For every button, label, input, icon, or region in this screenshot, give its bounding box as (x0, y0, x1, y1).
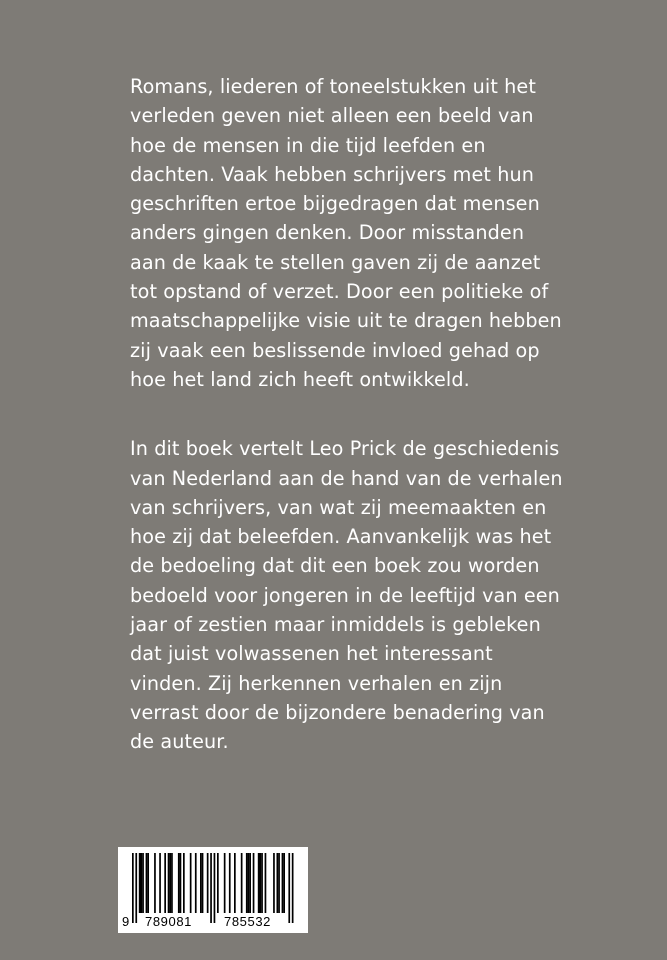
barcode-bar (217, 853, 219, 913)
barcode-bar (142, 853, 144, 913)
barcode-bar (178, 853, 180, 913)
barcode-bar (147, 853, 149, 913)
barcode-bar (168, 853, 170, 913)
text-line: hoe het land zich heeft ontwikkeld. (130, 367, 470, 391)
barcode-bar (278, 853, 280, 913)
barcode-bar (169, 853, 171, 913)
barcode-bar (207, 853, 209, 913)
barcode-bar (171, 853, 173, 913)
text-line: de bedoeling dat dit een boek zou worden (130, 554, 540, 578)
text-line: zij vaak een beslissende invloed gehad op (130, 338, 540, 362)
barcode-bar (183, 853, 185, 913)
barcode-left-digits: 789081 (145, 914, 192, 929)
barcode-bar (141, 853, 143, 913)
barcode-bar (273, 853, 275, 913)
barcode-bar (234, 853, 236, 913)
barcode-bar (246, 853, 248, 913)
isbn-barcode (118, 847, 308, 933)
barcode-bar (253, 853, 255, 913)
blurb-paragraph-2 (130, 434, 630, 756)
barcode-bar (229, 853, 231, 913)
text-line: bedoeld voor jongeren in de leeftijd van een (130, 583, 560, 607)
barcode-bar (202, 853, 204, 913)
barcode-bar (258, 853, 260, 913)
barcode-bar (260, 853, 262, 913)
text-line: anders gingen denken. Door misstanden (130, 221, 525, 245)
barcode-bar (261, 853, 263, 913)
barcode-bar (180, 853, 182, 913)
barcode-bar (248, 853, 250, 913)
text-line: hoe de mensen in die tijd leefden en (130, 133, 486, 157)
text-line: maatschappelijke visie uit te dragen hebben (130, 309, 562, 333)
barcode-right-digits: 785532 (224, 914, 271, 929)
blurb-text (130, 72, 630, 757)
text-line: dat juist volwassenen het interessant (130, 642, 493, 666)
text-line: van Nederland aan de hand van de verhalen (130, 466, 563, 490)
barcode-bar (200, 853, 202, 913)
barcode-bar (282, 853, 284, 913)
text-line: vinden. Zij herkennen verhalen en zijn (130, 671, 503, 695)
text-line: van schrijvers, van wat zij meemaakten en (130, 495, 547, 519)
barcode-bar (159, 853, 161, 913)
barcode-bar (249, 853, 251, 913)
text-line: geschriften ertoe bijgedragen dat mensen (130, 192, 540, 216)
barcode-bar (164, 853, 166, 913)
text-line: de auteur. (130, 730, 229, 754)
text-line: jaar of zestien maar inmiddels is gebleken (130, 613, 541, 637)
barcode-bar (241, 853, 243, 913)
text-line: dachten. Vaak hebben schrijvers met hun (130, 162, 534, 186)
barcode-bar (190, 853, 192, 913)
barcode-bar (277, 853, 279, 913)
text-line: In dit boek vertelt Leo Prick de geschiedenis (130, 437, 560, 461)
text-line: Romans, liederen of toneelstukken uit het (130, 75, 536, 98)
barcode-bar (154, 853, 156, 913)
barcode-bar (224, 853, 226, 913)
barcode-bar (195, 853, 197, 913)
text-line: verleden geven niet alleen een beeld van (130, 104, 534, 128)
barcode-bar (283, 853, 285, 913)
barcode-lead-digit: 9 (122, 914, 130, 929)
barcode-digits (118, 912, 308, 932)
barcode-bar (146, 853, 148, 913)
text-line: tot opstand of verzet. Door een politieke of (130, 280, 549, 304)
barcode-bar (139, 853, 141, 913)
text-line: hoe zij dat beleefden. Aanvankelijk was het (130, 525, 552, 549)
text-line: verrast door de bijzondere benadering van (130, 700, 545, 724)
text-line: aan de kaak te stellen gaven zij de aanzet (130, 250, 541, 274)
blurb-paragraph-1 (130, 72, 630, 394)
barcode-bar (265, 853, 267, 913)
